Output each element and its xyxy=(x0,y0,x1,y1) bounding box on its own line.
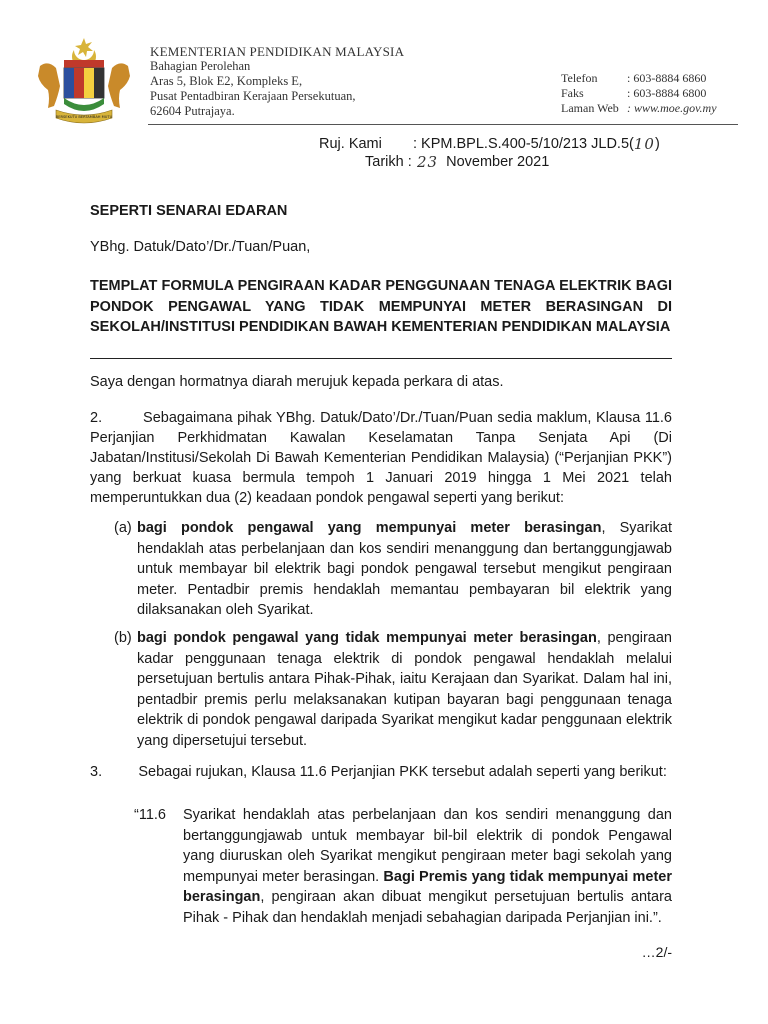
list-item-text xyxy=(137,518,672,621)
recipient-line: SEPERTI SENARAI EDARAN xyxy=(90,203,288,219)
clause-text-part: , pengiraan akan dibuat mengikut persetujuan bertulis antara Pihak - Pihak dan hendaklah menjadi sebahagian daripada Perjanjian ini.”. xyxy=(183,889,672,926)
clause-quote xyxy=(134,805,672,928)
reference-value: : KPM.BPL.S.400-5/10/213 JLD.5( xyxy=(413,136,634,152)
list-item-a xyxy=(114,518,672,621)
crest-motto: BERSEKUTU BERTAMBAH MUTU xyxy=(55,115,113,119)
contact-label: Telefon xyxy=(561,71,598,85)
letterhead-contact xyxy=(561,71,717,116)
address-line: Bahagian Perolehan xyxy=(150,59,251,73)
list-item-b xyxy=(114,628,672,751)
reference-row xyxy=(319,135,660,153)
clause-text-part: Syarikat hendaklah atas perbelanjaan dan kos sendiri menanggung dan bertanggungjawab untuk membayar bil-bil elektrik di pondok Pengawal yang diuruskan oleh Syarikat mengikut pengiraan meter bagi sekolah yang mempunyai meter berasingan. xyxy=(183,807,672,885)
subject-underline xyxy=(90,358,672,359)
reference-label: Ruj. Kami xyxy=(319,136,382,152)
reference-handwritten: 10 xyxy=(633,135,655,153)
contact-label: Laman Web xyxy=(561,101,619,115)
clause-text xyxy=(183,805,672,928)
address-line: Pusat Pentadbiran Kerajaan Persekutuan, xyxy=(150,89,356,103)
contact-value: : www.moe.gov.my xyxy=(627,101,717,115)
date-day-handwritten: 23 xyxy=(417,153,439,171)
contact-label: Faks xyxy=(561,86,584,100)
address-line: 62604 Putrajaya. xyxy=(150,104,235,118)
clause-text-bold: Bagi Premis yang tidak mempunyai meter berasingan xyxy=(183,868,672,905)
contact-row-fax xyxy=(561,86,717,101)
paragraph-1: Saya dengan hormatnya diarah merujuk kepada perkara di atas. xyxy=(90,374,504,390)
header-divider xyxy=(148,124,738,125)
address-line: Aras 5, Blok E2, Kompleks E, xyxy=(150,74,303,88)
letter-subject: TEMPLAT FORMULA PENGIRAAN KADAR PENGGUNAAN TENAGA ELEKTRIK BAGI PONDOK PENGAWAL YANG TIDAK MEMPUNYAI METER BERASINGAN DI SEKOLAH/INSTITUSI PENDIDIKAN BAWAH KEMENTERIAN PENDIDIKAN MALAYSIA xyxy=(90,278,672,335)
letterhead-address xyxy=(150,44,480,119)
contact-value: : 603-8884 6800 xyxy=(627,86,707,100)
date-row xyxy=(319,153,660,171)
paragraph-2: 2. Sebagaimana pihak YBhg. Datuk/Dato’/Dr./Tuan/Puan sedia maklum, Klausa 11.6 Perjanjian Perkhidmatan Kawalan Keselamatan Tanpa Senjata Api (Di Jabatan/Institusi/Sekolah Di Bawah Kementerian Pendidikan Malaysia) (“Perjanjian PKK”) yang berkuat kuasa bermula tempoh 1 Januari 2019 hingga 1 Mei 2021 telah memperuntukkan dua (2) keadaan pondok pengawal seperti yang berikut: xyxy=(90,410,672,506)
list-item-rest: , Syarikat hendaklah atas perbelanjaan dan kos sendiri menanggung dan bertanggungjawab untuk membayar bil elektrik bagi pondok pengawal tersebut mengikut pengiraan meter. Pentadbir premis hendaklah memantau pembayaran bil elektrik yang dilaksanakan oleh Syarikat. xyxy=(137,520,673,618)
list-item-label: (a) xyxy=(114,520,132,536)
clause-number: “11.6 xyxy=(134,807,166,823)
date-month-year: November 2021 xyxy=(446,154,550,170)
list-item-label: (b) xyxy=(114,630,132,646)
contact-value: : 603-8884 6860 xyxy=(627,71,707,85)
reference-close: ) xyxy=(654,136,660,152)
contact-row-web xyxy=(561,101,717,116)
list-item-bold: bagi pondok pengawal yang mempunyai meter berasingan xyxy=(137,520,602,536)
paragraph-3: 3. Sebagai rujukan, Klausa 11.6 Perjanjian PKK tersebut adalah seperti yang berikut: xyxy=(90,764,667,780)
reference-block xyxy=(319,135,660,171)
list-item-rest: , pengiraan kadar penggunaan tenaga elektrik di pondok pengawal hendaklah melalui persetujuan bertulis antara Pihak-Pihak, iaitu Kerajaan dan Syarikat. Dalam hal ini, pentadbir premis perlu melaksanakan kutipan bayaran bagi penggunaan tenaga elektrik di pondok pengawal daripada Syarikat mengikut kadar penggunaan elektrik yang dipersetujui tersebut. xyxy=(137,630,672,749)
list-item-bold: bagi pondok pengawal yang tidak mempunyai meter berasingan xyxy=(137,630,597,646)
malaysia-coat-of-arms-icon xyxy=(30,36,138,124)
salutation: YBhg. Datuk/Dato’/Dr./Tuan/Puan, xyxy=(90,239,311,255)
contact-row-phone xyxy=(561,71,717,86)
date-label: Tarikh : xyxy=(365,154,412,170)
ministry-name: KEMENTERIAN PENDIDIKAN MALAYSIA xyxy=(150,44,405,59)
list-item-text xyxy=(137,628,672,751)
next-page-marker: …2/- xyxy=(641,944,672,960)
